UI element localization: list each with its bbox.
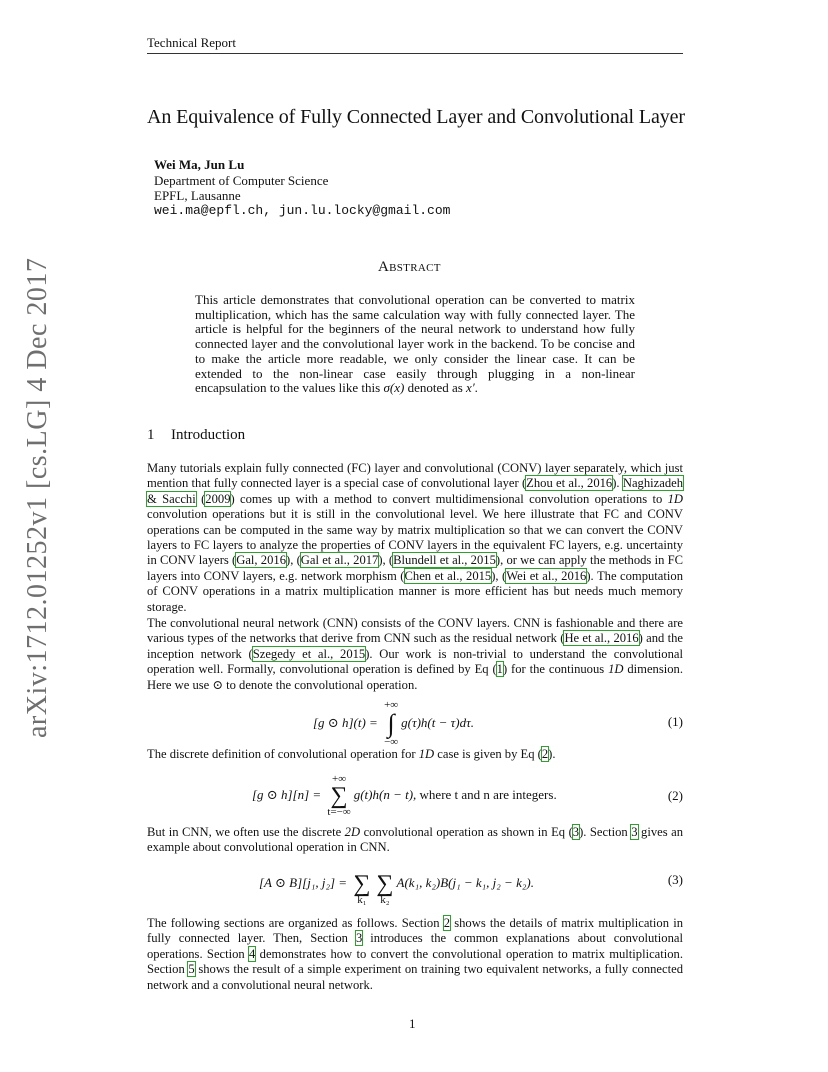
affiliation-department: Department of Computer Science [154, 173, 329, 188]
citation-link[interactable]: Chen et al., 2015 [404, 568, 492, 583]
citation-link[interactable]: Gal, 2016 [236, 553, 286, 568]
section-reference-link[interactable]: 3 [355, 931, 363, 946]
section-title: Introduction [171, 427, 246, 443]
section-reference-link[interactable]: 4 [249, 946, 256, 961]
equation-1: [g ⊙ h](t) = +∞ ∫ −∞ g(τ)h(t − τ)dτ. (1) [313, 699, 683, 748]
equation-number: (1) [667, 714, 683, 729]
section-reference-link[interactable]: 2 [443, 916, 451, 930]
citation-link[interactable]: He et al., 2016 [564, 631, 639, 646]
arxiv-identifier: arXiv:1712.01252v1 [cs.LG] 4 Dec 2017 [22, 257, 53, 738]
citation-link[interactable]: Szegedy et al., 2015 [252, 646, 366, 661]
equation-reference-link[interactable]: 1 [496, 662, 503, 677]
citation-link[interactable]: 2009 [205, 491, 231, 506]
section-reference-link[interactable]: 3 [631, 825, 638, 839]
running-header: Technical Report [147, 35, 236, 50]
author-names: Wei Ma, Jun Lu [154, 157, 245, 172]
header-rule [147, 53, 683, 54]
page-number: 1 [409, 1016, 416, 1031]
affiliation-institution: EPFL, Lausanne [154, 188, 241, 203]
citation-link[interactable]: Wei et al., 2016 [506, 568, 587, 583]
equation-reference-link[interactable]: 3 [572, 825, 580, 839]
citation-link[interactable]: Blundell et al., 2015 [393, 553, 496, 568]
intro-paragraph-5: The following sections are organized as follows. Section 2 shows the details of matrix multiplication in fully connected layer. Then, Section 3 introduces the common explanations about convolutional operations. Section 4 demonstrates how to convert the convolutional operation to matrix multiplication. Section 5 shows the result of a simple experiment on training two equivalent networks, a fully connected network and a convolutional neural network. [147, 916, 684, 992]
equation-number: (2) [667, 788, 683, 803]
abstract-heading: Abstract [378, 259, 441, 275]
intro-paragraph-2: The convolutional neural network (CNN) consists of the CONV layers. CNN is fashionable and there are various types of the networks that derive from CNN such as the residual network (He et al., 2016) and the inception network (Szegedy et al., 2015). Our work is non-trivial to understand the convolutional operation well. Formally, convolutional operation is defined by Eq (1) for the continuous 1D dimension. Here we use ⊙ to denote the convolutional operation. [147, 616, 683, 692]
citation-link[interactable]: Naghizadeh & Sacchi [147, 476, 683, 506]
equation-reference-link[interactable]: 2 [541, 747, 549, 761]
author-emails: wei.ma@epfl.ch, jun.lu.locky@gmail.com [154, 203, 451, 218]
intro-paragraph-4: But in CNN, we often use the discrete 2D convolutional operation as shown in Eq (3). Section 3 gives an example about convolutional operation in CNN. [147, 825, 683, 855]
equation-2: [g ⊙ h][n] = +∞ ∑ t=−∞ g(t)h(n − t), where t and n are integers. (2) [252, 773, 683, 818]
citation-link[interactable]: Zhou et al., 2016 [526, 476, 613, 491]
equation-3: [A ⊙ B][j₁, j₂] = ∑ k₁ ∑ k₂ A(k₁, k₂)B(j₁ − k₁, j₂ − k₂). (3) [259, 871, 683, 906]
abstract-text: This article demonstrates that convolutional operation can be converted to matrix multiplication, which has the same calculation way with fully connected layer. The article is helpful for the beginners of the neural network to understand how fully connected layer and the convolutional layer work in the backend. To be concise and to make the article more readable, we only consider the linear case. It can be extended to the non-linear case easily through plugging in a non-linear encapsulation to the values like this σ(x) denoted as x′. [195, 292, 635, 396]
citation-link[interactable]: Gal et al., 2017 [300, 553, 379, 568]
section-number: 1 [147, 427, 155, 443]
paper-title: An Equivalence of Fully Connected Layer and Convolutional Layer [147, 106, 685, 128]
intro-paragraph-3: The discrete definition of convolutional operation for 1D case is given by Eq (2). [147, 747, 556, 761]
section-reference-link[interactable]: 5 [188, 962, 195, 977]
equation-number: (3) [667, 872, 683, 887]
intro-paragraph-1: Many tutorials explain fully connected (FC) layer and convolutional (CONV) layer separately, which just mention that fully connected layer is a special case of convolutional layer (Zhou et al., 2016). Naghizadeh & Sacchi (2009) comes up with a method to convert multidimensional convolution operations to 1D convolution operations but it is still in the convolutional level. We here illustrate that FC and CONV operations can be computed in the same way by matrix multiplication so that we can convert the CONV layers to FC layers to analyze the properties of CONV layers in the equivalent FC layers, e.g. uncertainty in CONV layers (Gal, 2016), (Gal et al., 2017), (Blundell et al., 2015), or we can apply the methods in FC layers into CONV layers, e.g. network morphism (Chen et al., 2015), (Wei et al., 2016). The computation of CONV operations in a matrix multiplication manner is more efficient has but needs much memory storage. [147, 461, 684, 614]
